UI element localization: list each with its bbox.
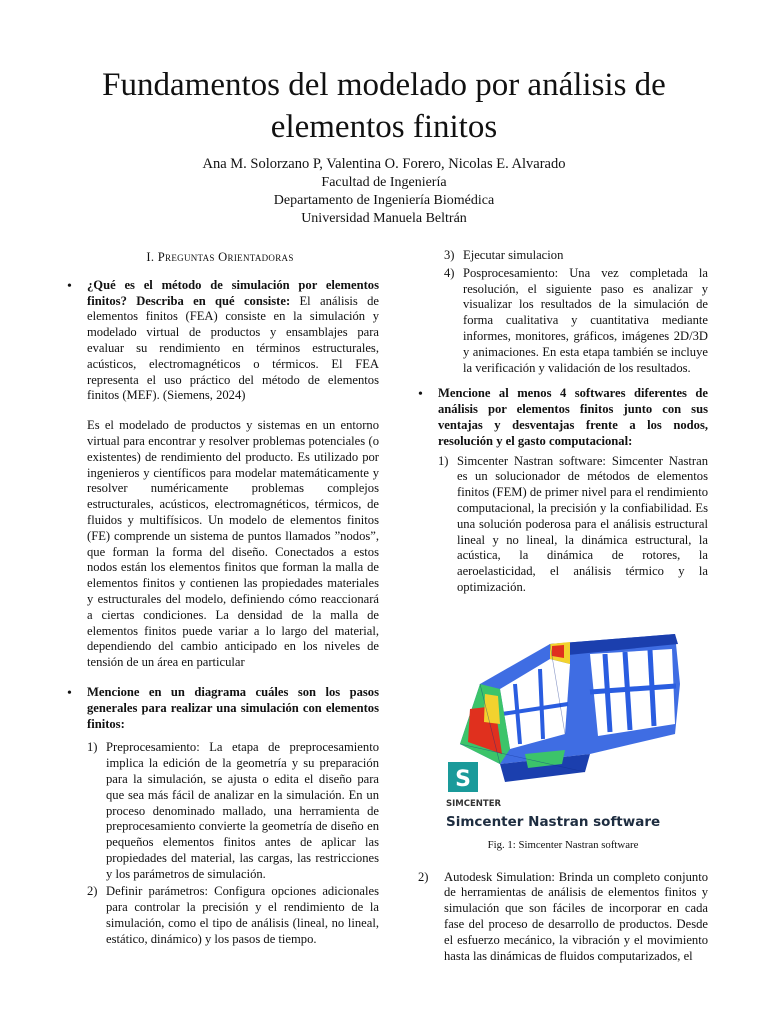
software-list-continued — [418, 870, 708, 965]
section-title: Preguntas Orientadoras — [157, 250, 294, 264]
question-2 — [61, 685, 379, 732]
section-heading — [61, 250, 379, 266]
question-2-text: Mencione en un diagrama cuáles son los pasos generales para realizar una simulación con elementos finitos: — [87, 684, 379, 731]
bullet-dot-icon: • — [67, 278, 72, 294]
author-names: Ana M. Solorzano P, Valentina O. Forero, Nicolas E. Alvarado — [202, 156, 566, 172]
list-item: 1) Preprocesamiento: La etapa de preprocesamiento implica la edición de la geometría y su preparación para la simulación, se ajusta o edita el diseño para que sea más fácil de analizar en la simulación. En un proceso denominado mallado, una herramienta de preprocesamiento convierte la geometría de diseño en pequeños elementos finitos antes de aplicar las propiedades del material, las cargas, las restricciones y los parámetros de simulación. — [87, 740, 379, 881]
affiliation-faculty: Facultad de Ingeniería — [321, 175, 447, 190]
question-1-answer: El análisis de elementos finitos (FEA) consiste en la simulación y modelado virtual de productos y ensamblajes para evaluar su rendimiento en términos estructurales, acústicos, electromagnéticos o térmicos. El FEA representa el uso práctico del método de elementos finitos (MEF). (Siemens, 2024) — [87, 293, 379, 403]
question-3-text: Mencione al menos 4 softwares diferentes de análisis por elementos finitos junto con sus ventajas y desventajas frente a los nodos, resolución y el gasto computacional: — [438, 386, 708, 448]
question-1-text: ¿Qué es el método de simulación por elementos finitos? Describa en qué consiste: — [87, 277, 379, 308]
figure-1 — [418, 614, 708, 854]
section-numeral: I. — [146, 250, 155, 264]
question-3 — [418, 386, 708, 449]
title-line-2: elementos finitos — [270, 109, 498, 145]
author-block — [60, 155, 708, 228]
list-item: 2) Autodesk Simulation: Brinda un completo conjunto de herramientas de análisis de elementos finitos y simulación que son fáciles de incorporar en cada fase del proceso de desarrollo de productos. Desde el esfuerzo mecánico, la vibración y el movimiento hasta las dinámicas de fluidos computarizados, el — [418, 869, 708, 963]
logo-letter: S — [455, 766, 471, 792]
software-list — [418, 454, 708, 596]
left-column — [61, 250, 379, 950]
list-item: 3) Ejecutar simulacion — [444, 248, 564, 262]
question-1 — [61, 278, 379, 404]
affiliation-department: Departamento de Ingeniería Biomédica — [273, 193, 495, 208]
bullet-dot-icon: • — [418, 387, 423, 403]
list-item: 4) Posprocesamiento: Una vez completada la resolución, el siguiente paso es analizar y visualizar los resultados de la simulación de forma cualitativa y cuantitativa mediante informes, monitores, gráficos, imágenes 2D/3D y animaciones. En esta etapa también se incluye la verificación y validación de los resultados. — [444, 265, 708, 375]
steps-list-left — [61, 740, 379, 947]
list-item: 2) Definir parámetros: Configura opciones adicionales para controlar la precisión y el rendimiento de la simulación, como el tipo de análisis (lineal, no lineal, estático, dinámico) y los pasos de tiempo. — [87, 884, 379, 946]
figure-caption: Fig. 1: Simcenter Nastran software — [487, 838, 639, 851]
vehicle-frame-mesh-icon — [460, 634, 680, 782]
question-1-paragraph: Es el modelado de productos y sistemas en un entorno virtual para encontrar y resolver problemas potenciales (o existentes) de rendimiento del producto. Es utilizado por ingenieros y científicos para modelar matemáticamente y resolver numéricamente problemas complejos estructurales, acústicos, electromagnéticos, térmicos, de fluidos y multifísicos. Un modelo de elementos finitos (FE) comprende un sistema de puntos llamados ”nodos”, que forman la forma del diseño. Conectados a estos nodos están los elementos finitos que forman la malla de elementos finitos y contienen las propiedades materiales y estructurales del modelo, definiendo cómo reaccionará a ciertas condiciones. La densidad de la malla de elementos finitos puede variar a lo largo del material, dependiendo del cambio anticipado en los niveles de tensión de un área en particular — [87, 418, 379, 670]
steps-list-right — [418, 248, 708, 376]
affiliation-university: Universidad Manuela Beltrán — [301, 211, 467, 226]
logo-product: Simcenter Nastran software — [446, 813, 661, 830]
logo-brand: SIMCENTER — [446, 798, 502, 809]
simcenter-figure-image — [440, 614, 690, 832]
list-item: 1) Simcenter Nastran software: Simcenter Nastran es un solucionador de métodos de elementos finitos (FEM) de primer nivel para el rendimiento computacional, la precisión y la confiabilidad. Es una solución poderosa para el análisis estructural lineal y no lineal, la dinámica estructural, la acústica, la dinámica de rotores, la aeroelasticidad, el análisis térmico y la optimización. — [438, 453, 708, 594]
right-column — [418, 248, 708, 966]
paper-title — [60, 64, 708, 148]
bullet-dot-icon: • — [67, 685, 72, 701]
title-line-1: Fundamentos del modelado por análisis de — [102, 67, 666, 103]
